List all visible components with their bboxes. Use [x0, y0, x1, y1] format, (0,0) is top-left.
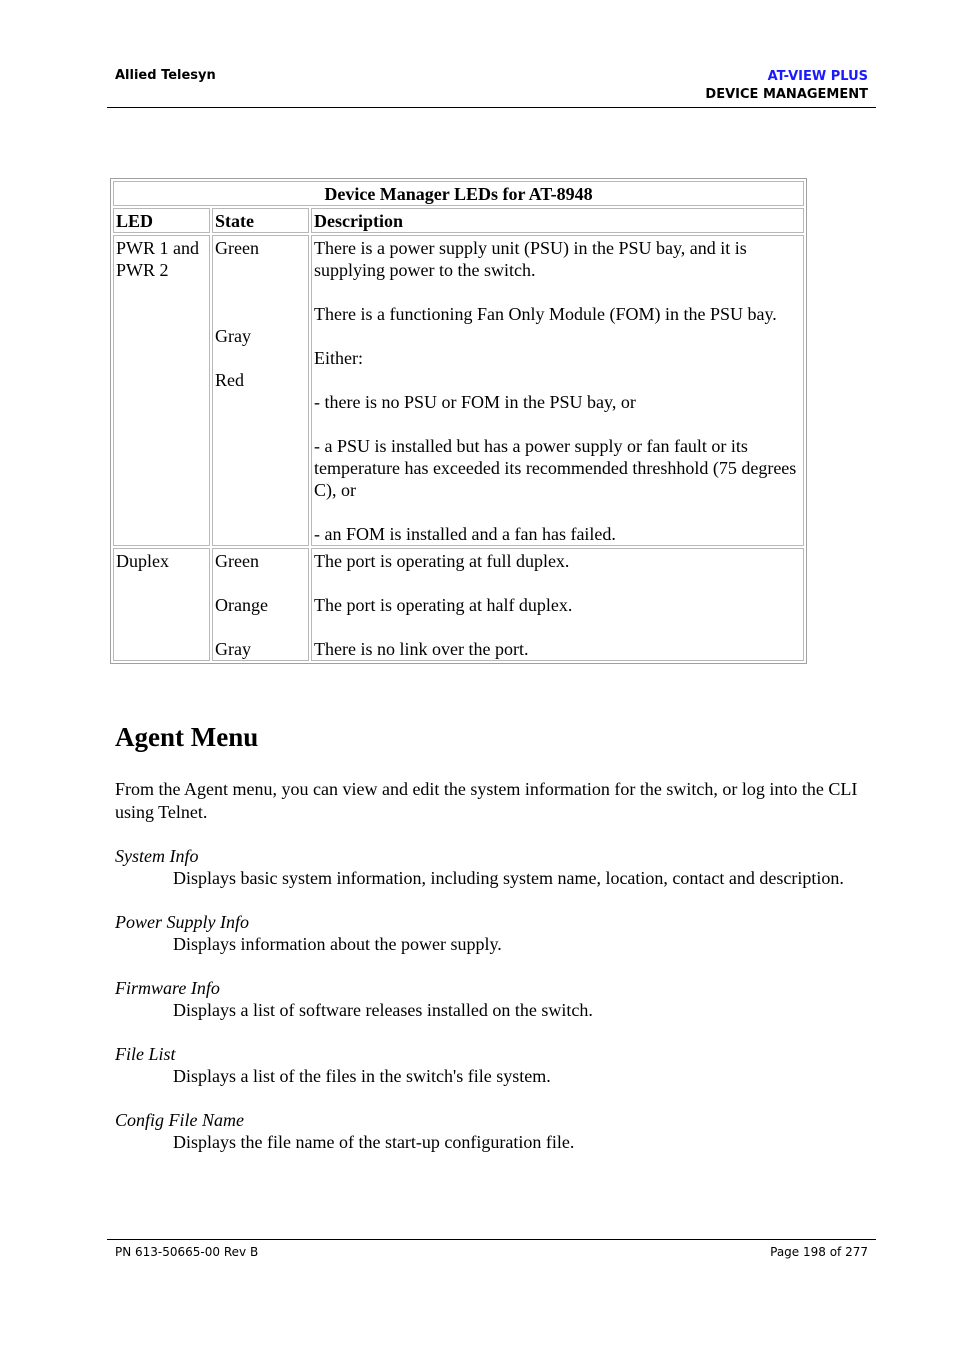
header-section: DEVICE MANAGEMENT — [705, 87, 868, 102]
description-text: Either: — [314, 348, 363, 368]
column-header-description: Description — [311, 208, 804, 233]
column-header-state: State — [212, 208, 309, 233]
state-cell — [212, 548, 309, 661]
menu-item-description: Displays the file name of the start-up configuration file. — [173, 1132, 575, 1152]
footer-divider — [107, 1239, 876, 1240]
state-value: Orange — [215, 595, 268, 615]
description-text: The port is operating at full duplex. — [314, 551, 570, 571]
description-text: There is no link over the port. — [314, 639, 529, 659]
table-caption-row — [113, 181, 804, 206]
state-value: Gray — [215, 639, 251, 659]
description-text: There is a power supply unit (PSU) in the PSU bay, and it is supplying power to the switch. — [314, 238, 747, 280]
menu-item-term: Power Supply Info — [115, 912, 249, 932]
description-text: - there is no PSU or FOM in the PSU bay, or — [314, 392, 636, 412]
state-value: Green — [215, 551, 259, 571]
menu-item-term: File List — [115, 1044, 176, 1064]
header-titles — [705, 68, 868, 104]
menu-item-description: Displays a list of the files in the switch's file system. — [173, 1066, 551, 1086]
description-text: - an FOM is installed and a fan has failed. — [314, 524, 616, 544]
agent-menu-items — [115, 845, 860, 1175]
table-caption: Device Manager LEDs for AT-8948 — [113, 181, 804, 206]
description-cell — [311, 235, 804, 546]
header-divider — [107, 107, 876, 108]
description-text: The port is operating at half duplex. — [314, 595, 573, 615]
menu-item-term: Config File Name — [115, 1110, 244, 1130]
agent-menu-intro: From the Agent menu, you can view and edit the system information for the switch, or log into the CLI using Telnet. — [115, 779, 858, 822]
menu-item-description: Displays information about the power supply. — [173, 934, 502, 954]
state-cell — [212, 235, 309, 546]
footer-part-number: PN 613-50665-00 Rev B — [115, 1245, 259, 1259]
menu-item-description: Displays basic system information, including system name, location, contact and description. — [173, 868, 844, 888]
menu-item-description: Displays a list of software releases installed on the switch. — [173, 1000, 593, 1020]
column-header-led: LED — [113, 208, 210, 233]
state-value: Gray — [215, 326, 251, 346]
state-value: Red — [215, 370, 244, 390]
header-product: AT-VIEW PLUS — [767, 69, 868, 84]
menu-item-term: System Info — [115, 846, 199, 866]
led-cell: Duplex — [113, 548, 210, 661]
led-table — [110, 178, 807, 664]
description-cell — [311, 548, 804, 661]
description-text: - a PSU is installed but has a power supply or fan fault or its temperature has exceeded its recommended threshhold (75 degrees C), or — [314, 436, 797, 500]
led-cell: PWR 1 and PWR 2 — [113, 235, 210, 546]
header-company: Allied Telesyn — [115, 68, 216, 83]
menu-item-term: Firmware Info — [115, 978, 220, 998]
table-row — [113, 235, 804, 546]
state-value: Green — [215, 238, 259, 258]
table-row — [113, 548, 804, 661]
footer-page-number: Page 198 of 277 — [770, 1245, 868, 1259]
table-header-row — [113, 208, 804, 233]
agent-menu-heading: Agent Menu — [115, 722, 259, 752]
description-text: There is a functioning Fan Only Module (FOM) in the PSU bay. — [314, 304, 777, 324]
